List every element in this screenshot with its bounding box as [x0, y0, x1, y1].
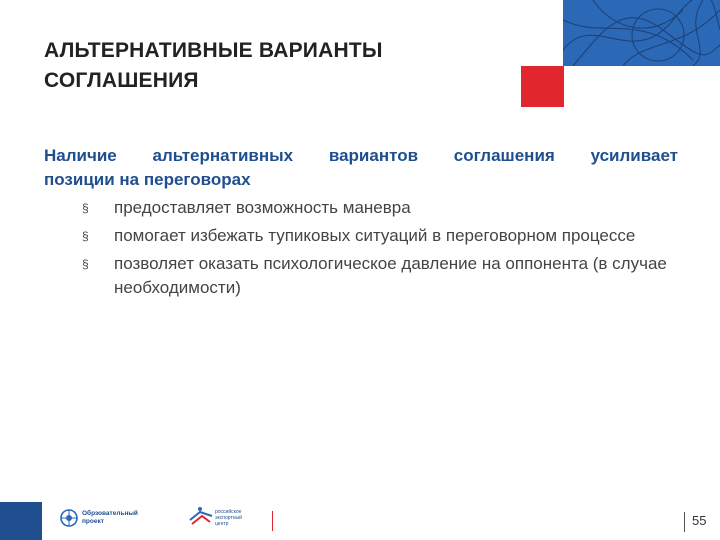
bullet-text: помогает избежать тупиковых ситуаций в переговорном процессе	[114, 226, 636, 245]
page-number: 55	[692, 513, 707, 528]
logo2-line-3: центр	[215, 521, 229, 527]
slide-title-line-1: АЛЬТЕРНАТИВНЫЕ ВАРИАНТЫ	[44, 39, 383, 62]
arrow-emblem-icon	[188, 506, 214, 528]
education-project-logo	[60, 506, 170, 532]
decorative-blue-pattern	[563, 0, 720, 66]
slide-title-line-2: СОГЛАШЕНИЯ	[44, 69, 199, 92]
logo2-line-1: российское	[215, 509, 242, 515]
bullet-item	[44, 224, 678, 248]
bullet-item	[44, 252, 678, 300]
decorative-red-square	[521, 66, 564, 107]
swirl-lines-graphic	[563, 0, 720, 66]
bullet-marker: §	[82, 257, 89, 271]
globe-icon	[60, 509, 78, 527]
lead-line-2: позиции на переговорах	[44, 170, 251, 189]
bullet-marker: §	[82, 229, 89, 243]
bullet-text: позволяет оказать психологическое давление на оппонента (в случае необходимости)	[114, 254, 667, 297]
footer-divider	[272, 511, 273, 531]
bullet-text: предоставляет возможность маневра	[114, 198, 411, 217]
bullet-marker: §	[82, 201, 89, 215]
bullet-item	[44, 196, 678, 220]
logo1-line-2: проект	[82, 518, 104, 525]
logo1-line-1: Обрзовательный	[82, 510, 138, 517]
export-center-logo	[188, 506, 258, 532]
lead-statement	[44, 144, 678, 192]
page-number-divider	[684, 512, 685, 532]
footer-blue-block	[0, 502, 42, 540]
logo2-line-2: экспортный	[215, 515, 242, 521]
slide-title	[44, 36, 514, 96]
bullet-list	[44, 196, 678, 304]
lead-line-1: Наличие альтернативных вариантов соглашения усиливает	[44, 146, 678, 165]
